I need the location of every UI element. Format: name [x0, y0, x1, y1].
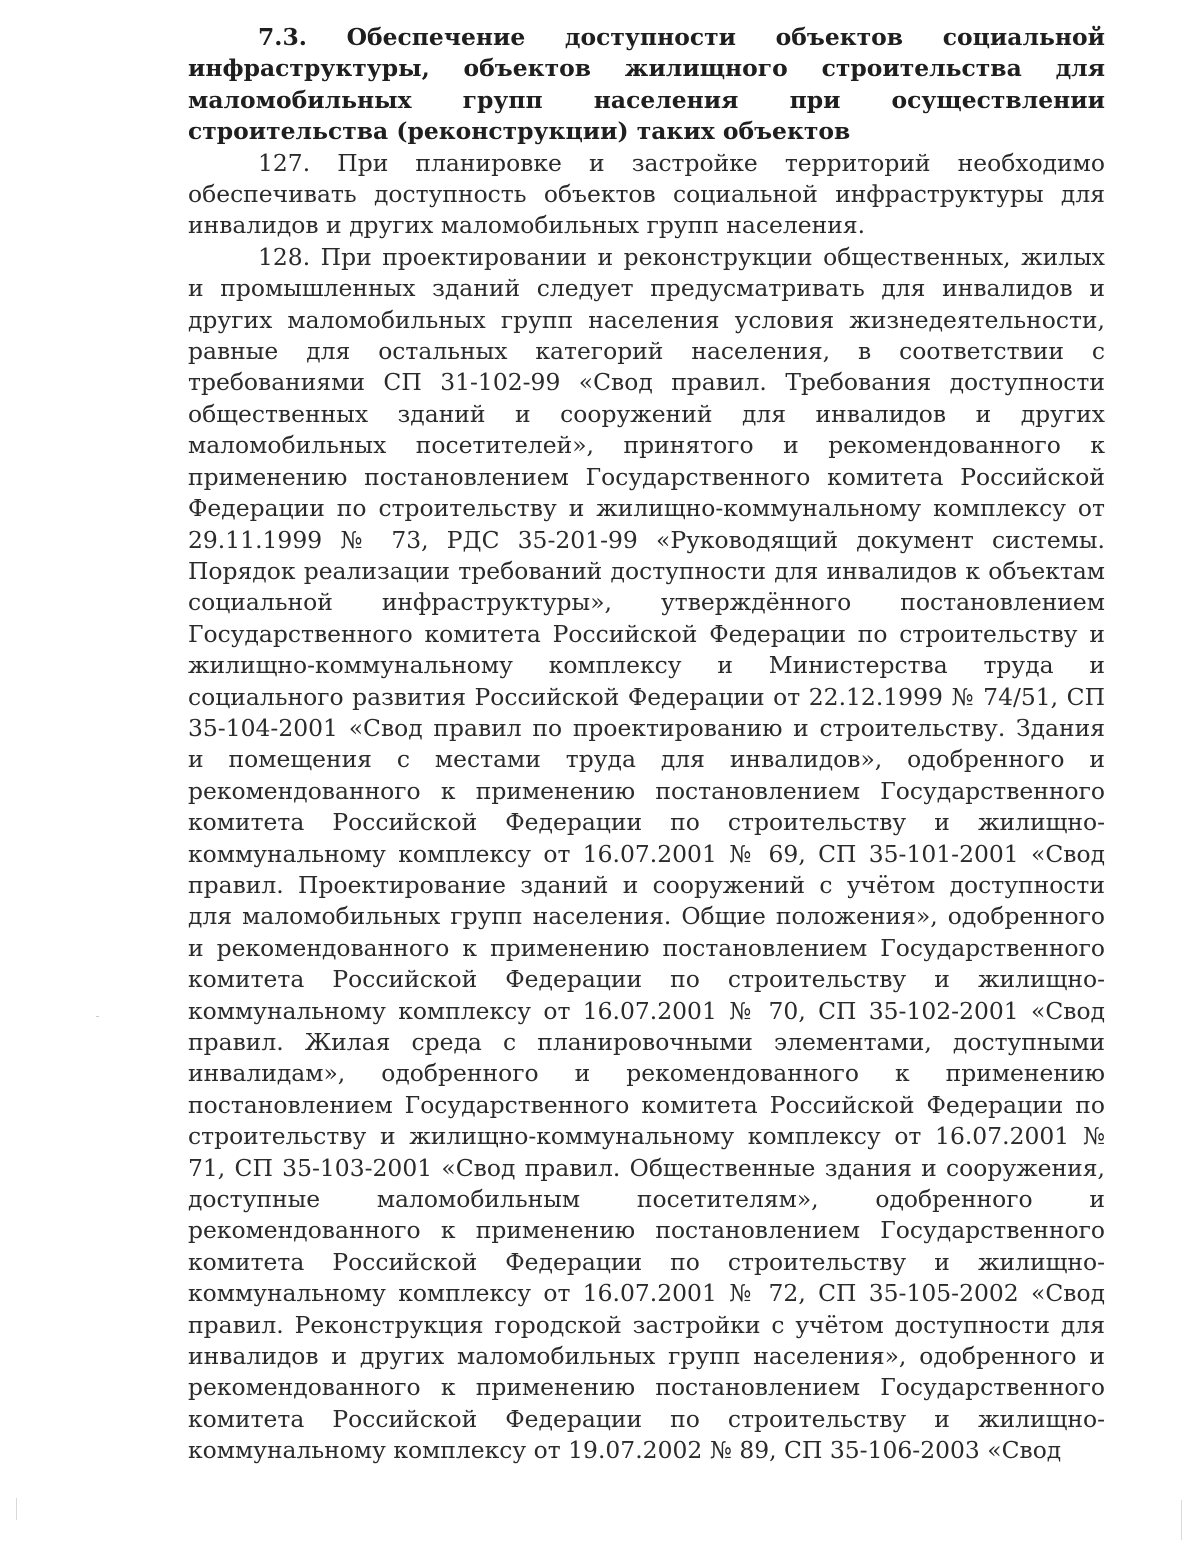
scan-edge-mark-right: [1181, 1500, 1182, 1540]
paragraph-128: [188, 242, 1105, 1467]
paragraph-number: 127.: [258, 148, 311, 177]
scan-speck: [96, 1016, 99, 1017]
scan-edge-mark-left: [16, 1498, 17, 1520]
section-title: Обеспечение доступности объектов социальной инфраструктуры, объектов жилищного строительства для маломобильных групп населения при осуществлении строительства (реконструкции) таких объектов: [188, 23, 1105, 146]
paragraph-text: При планировке и застройке территорий необходимо обеспечивать доступность объектов социальной инфраструктуры для инвалидов и других маломобильных групп населения.: [188, 148, 1105, 240]
paragraph-number: 128.: [258, 242, 311, 271]
paragraph-127: [188, 148, 1105, 242]
section-heading: [188, 22, 1105, 148]
paragraph-text: При проектировании и реконструкции общественных, жилых и промышленных зданий следует предусматривать для инвалидов и других маломобильных групп населения условия жизнедеятельности, равные для остальных категорий населения, в соответствии с требованиями СП 31-102-99 «Свод правил. Требования доступности общественных зданий и сооружений для инвалидов и других маломобильных посетителей», принятого и рекомендованного к применению постановлением Государственного комитета Российской Федерации по строительству и жилищно-коммунальному комплексу от 29.11.1999 № 73, РДС 35-201-99 «Руководящий документ системы. Порядок реализации требований доступности для инвалидов к объектам социальной инфраструктуры», утверждённого постановлением Государственного комитета Российской Федерации по строительству и жилищно-коммунальному комплексу и Министерства труда и социального развития Российской Федерации от 22.12.1999 № 74/51, СП 35-104-2001 «Свод правил по проектированию и строительству. Здания и помещения с местами труда для инвалидов», одобренного и рекомендованного к применению постановлением Государственного комитета Российской Федерации по строительству и жилищно-коммунальному комплексу от 16.07.2001 № 69, СП 35-101-2001 «Свод правил. Проектирование зданий и сооружений с учётом доступности для маломобильных групп населения. Общие положения», одобренного и рекомендованного к применению постановлением Государственного комитета Российской Федерации по строительству и жилищно-коммунальному комплексу от 16.07.2001 № 70, СП 35-102-2001 «Свод правил. Жилая среда с планировочными элементами, доступными инвалидам», одобренного и рекомендованного к применению постановлением Государственного комитета Российской Федерации по строительству и жилищно-коммунальному комплексу от 16.07.2001 № 71, СП 35-103-2001 «Свод правил. Общественные здания и сооружения, доступные маломобильным посетителям», одобренного и рекомендованного к применению постановлением Государственного комитета Российской Федерации по строительству и жилищно-коммунальному комплексу от 16.07.2001 № 72, СП 35-105-2002 «Свод правил. Реконструкция городской застройки с учётом доступности для инвалидов и других маломобильных групп населения», одобренного и рекомендованного к применению постановлением Государственного комитета Российской Федерации по строительству и жилищно-коммунальному комплексу от 19.07.2002 № 89, СП 35-106-2003 «Свод: [188, 242, 1105, 1465]
document-body: [188, 22, 1105, 1467]
section-number: 7.3.: [258, 23, 307, 51]
